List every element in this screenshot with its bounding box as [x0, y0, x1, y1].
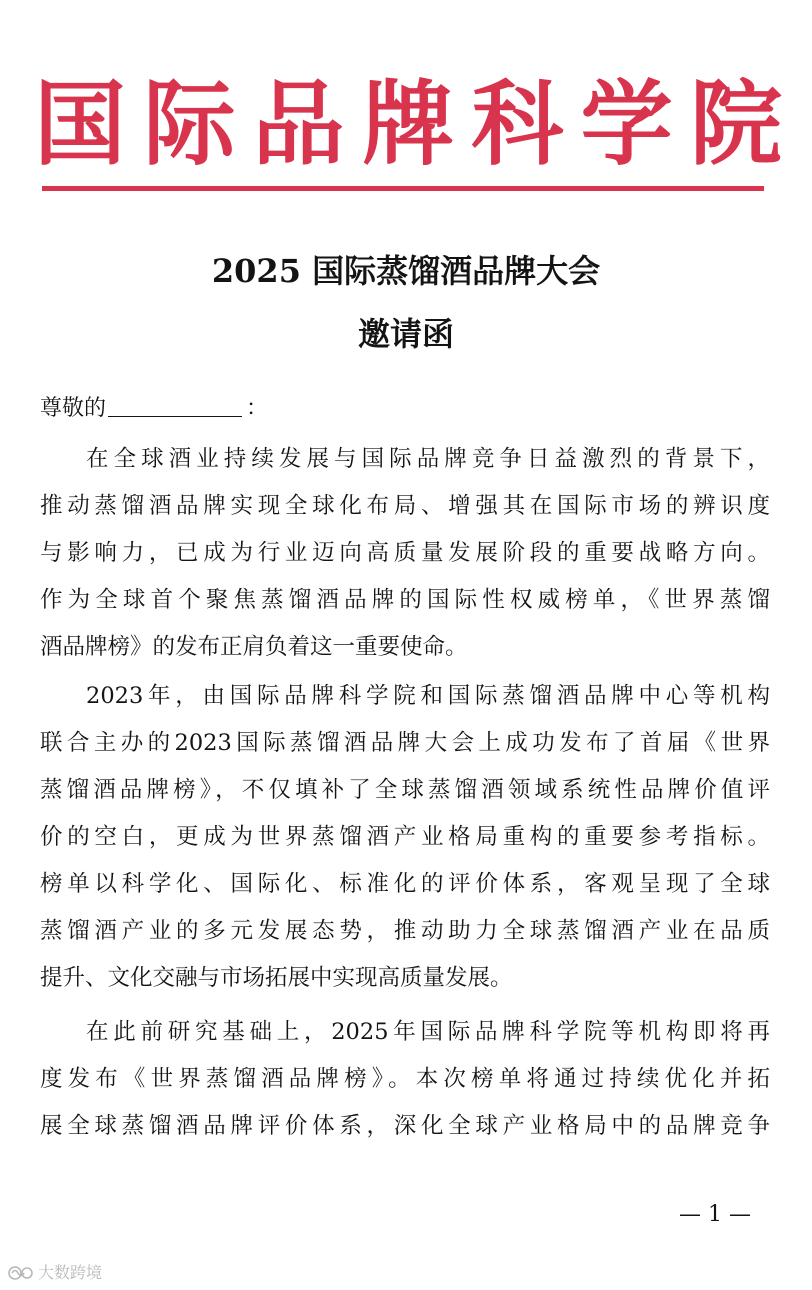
letterhead-red-rule: [42, 186, 764, 191]
salutation-suffix: ：: [246, 396, 269, 421]
paragraph-1-line: 酒品牌榜》的发布正肩负着这一重要使命。: [40, 634, 468, 660]
page-number: — 1 —: [679, 1202, 751, 1227]
paragraph-1-line: 作为全球首个聚焦蒸馏酒品牌的国际性权威榜单，《世界蒸馏: [40, 587, 770, 613]
paragraph-2-line: 蒸馏酒产业的多元发展态势，推动助力全球蒸馏酒产业在品质: [40, 918, 770, 944]
recipient-blank-line: [108, 392, 242, 417]
paragraph-1-line: 推动蒸馏酒品牌实现全球化布局、增强其在国际市场的辨识度: [40, 493, 770, 519]
paragraph-1-line: 与影响力，已成为行业迈向高质量发展阶段的重要战略方向。: [40, 540, 770, 566]
logo-mark-icon: [8, 1264, 34, 1282]
salutation: [40, 392, 268, 426]
paragraph-2-line: 价的空白，更成为世界蒸馏酒产业格局重构的重要参考指标。: [40, 824, 770, 850]
paragraph-3-line: 度发布《世界蒸馏酒品牌榜》。本次榜单将通过持续优化并拓: [40, 1066, 770, 1092]
letterhead-organization: 国际品牌科学院: [34, 74, 782, 174]
document-subtitle: 邀请函: [357, 315, 454, 353]
paragraph-2-line: 榜单以科学化、国际化、标准化的评价体系，客观呈现了全球: [40, 871, 770, 897]
paragraph-3-line: 在此前研究基础上，2025年国际品牌科学院等机构即将再: [86, 1019, 770, 1045]
paragraph-2-line: 蒸馏酒品牌榜》，不仅填补了全球蒸馏酒领域系统性品牌价值评: [40, 777, 770, 803]
document-title: 2025 国际蒸馏酒品牌大会: [211, 252, 601, 290]
paragraph-3-line: 展全球蒸馏酒品牌评价体系，深化全球产业格局中的品牌竞争: [40, 1113, 770, 1139]
watermark: [8, 1262, 102, 1284]
paragraph-1-line: 在全球酒业持续发展与国际品牌竞争日益激烈的背景下，: [86, 446, 770, 472]
paragraph-2-line: 提升、文化交融与市场拓展中实现高质量发展。: [40, 965, 513, 991]
watermark-text: 大数跨境: [38, 1263, 103, 1282]
salutation-prefix: 尊敬的: [40, 396, 107, 421]
paragraph-2-line: 2023年，由国际品牌科学院和国际蒸馏酒品牌中心等机构: [86, 683, 770, 709]
paragraph-2-line: 联合主办的2023国际蒸馏酒品牌大会上成功发布了首届《世界: [40, 730, 770, 756]
